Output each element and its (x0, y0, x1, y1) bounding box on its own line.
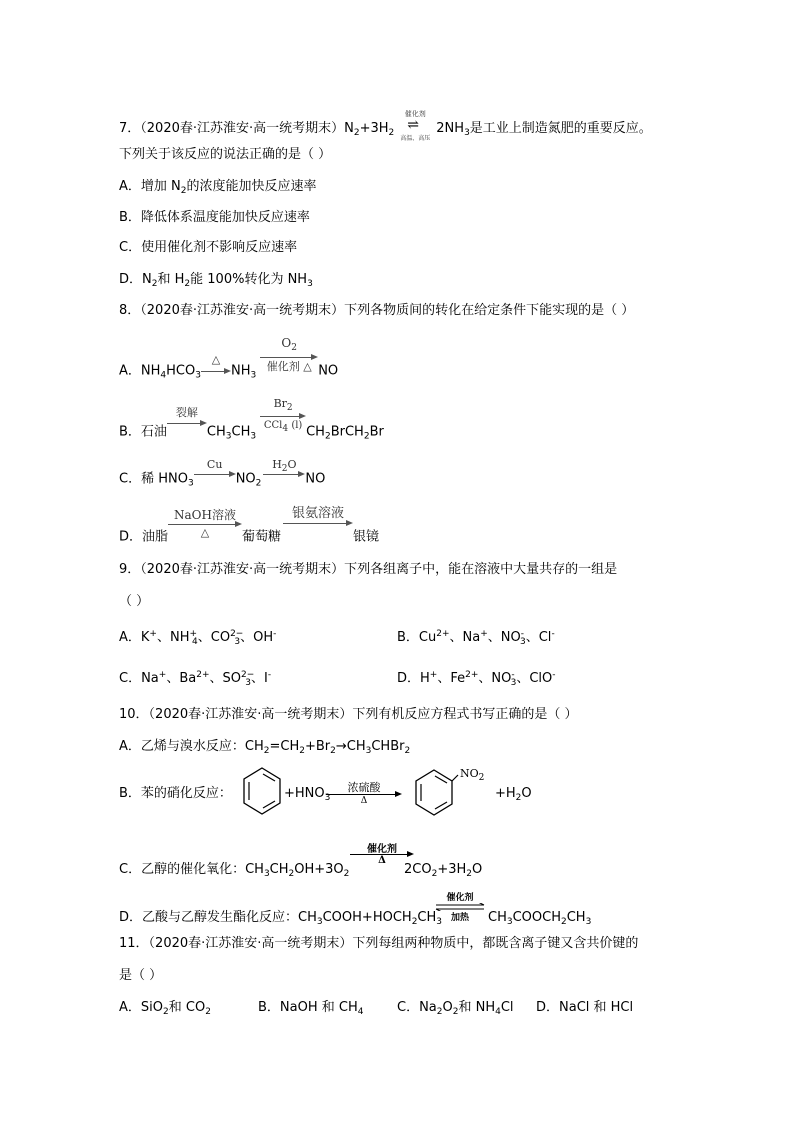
arrow-h2o: $H_2O$ (263, 471, 305, 487)
arrow-silver-ammonia: 银氨溶液 (283, 529, 353, 545)
q9-option-d[interactable]: D．H+、$Fe^{2+}$、$NO^-_3$、ClO- (397, 670, 556, 688)
q7-stem-2: 下列关于该反应的说法正确的是（ ） (119, 147, 332, 162)
q10-option-b[interactable]: B．苯的硝化反应： (119, 786, 232, 801)
arrow-naoh-solution: NaOH溶液 △ (168, 529, 242, 545)
q7-option-b[interactable]: B．降低体系温度能加快反应速率 (119, 210, 310, 225)
q8-stem: 8．（2020春·江苏淮安·高一统考期末）下列各物质间的转化在给定条件下能实现的是（ ） (119, 303, 635, 318)
arrow-br2-ccl4: $Br_2$ CCl$_4$ (l) (260, 424, 306, 440)
q7-option-a[interactable]: A．增加 $N_2$的浓度能加快反应速率 (119, 179, 317, 196)
q10-option-c[interactable]: C．乙醇的催化氧化：$CH_3CH_2OH+3O_2$ (119, 862, 350, 879)
arrow-heat: △ (201, 363, 231, 379)
arrow-cracking: 裂解 (167, 424, 207, 440)
q7-stem: 7．（2020春·江苏淮安·高一统考期末）$N_2+3H_2$ 催化剂 ⇌ 高温、高压 $2NH_3$是工业上制造氮肥的重要反应。 (119, 110, 652, 142)
q8-option-b[interactable]: B．石油 裂解 $CH_3CH_3$ $Br_2$ CCl$_4$ (l) $CH_2BrCH_2Br$ (119, 397, 384, 442)
arrow-catalyst-heat: 催化剂 Δ (350, 840, 414, 864)
q10-option-d[interactable]: D．乙酸与乙醇发生酯化反应：$CH_3COOH+HOCH_2CH_3$ (119, 910, 443, 927)
arrow-conc-sulfuric-acid: 浓硫酸 Δ (326, 784, 402, 804)
q10-c-products: $2CO_2+3H_2O$ (404, 862, 483, 879)
q11-option-d[interactable]: D．NaCl 和 HCl (536, 1000, 634, 1015)
q11-stem: 11．（2020春·江苏淮安·高一统考期末）下列每组两种物质中，都既含离子键又含共价键的 (119, 936, 639, 951)
q9-stem: 9．（2020春·江苏淮安·高一统考期末）下列各组离子中，能在溶液中大量共存的一组是 (119, 562, 618, 577)
q8-option-d[interactable]: D．油脂 NaOH溶液 △ 葡萄糖 银氨溶液 银镜 (119, 506, 380, 545)
q11-stem-2: 是（ ） (119, 968, 163, 983)
arrow-o2-catalyst: $O_2$ 催化剂 △ (260, 363, 318, 379)
nitro-group-label: $NO_2$ (460, 767, 485, 783)
q9-option-a[interactable]: A．K+、$NH^+_4$、$CO^{2-}_3$、OH- (119, 629, 277, 647)
q9-stem-paren: （ ） (119, 594, 150, 609)
benzene-structure (241, 766, 283, 818)
nitrobenzene-ring (413, 766, 459, 818)
q9-option-c[interactable]: C．Na+、$Ba^{2+}$、$SO^{2-}_3$、I- (119, 670, 272, 688)
q10-b-water: $+H_2O$ (495, 786, 532, 803)
q9-option-b[interactable]: B．$Cu^{2+}$、Na+、$NO^-_3$、Cl- (397, 629, 555, 647)
q10-stem: 10．（2020春·江苏淮安·高一统考期末）下列有机反应方程式书写正确的是（ ） (119, 707, 578, 722)
reversible-arrow-catalyst-hightemp: 催化剂 ⇌ 高温、高压 (400, 110, 431, 142)
arrow-cu: Cu (194, 471, 236, 487)
q7-option-d[interactable]: D．$N_2$和 $H_2$能 100%转化为 $NH_3$ (119, 272, 313, 289)
q10-option-a[interactable]: A．乙烯与溴水反应：$CH_2=CH_2+Br_2\to CH_3CHBr_2$ (119, 739, 411, 756)
q10-b-hno3: $+HNO_3$ (284, 786, 331, 803)
q10-d-products: $CH_3COOCH_2CH_3$ (488, 910, 592, 927)
q11-option-c[interactable]: C．$Na_2O_2$和 $NH_4Cl$ (397, 1000, 514, 1017)
q7-option-c[interactable]: C．使用催化剂不影响反应速率 (119, 240, 298, 255)
reversible-arrow-catalyst-heating: 催化剂 加热 (434, 891, 486, 921)
q11-option-a[interactable]: A．SiO$_2$和 $CO_2$ (119, 1000, 211, 1017)
q8-option-a[interactable]: A．$NH_4HCO_3$ △ $NH_3$ $O_2$ 催化剂 △ NO (119, 336, 339, 381)
q8-option-c[interactable]: C．稀 $HNO_3$ Cu $NO_2$ $H_2O$ NO (119, 458, 326, 489)
q11-option-b[interactable]: B．NaOH 和 $CH_4$ (258, 1000, 364, 1017)
